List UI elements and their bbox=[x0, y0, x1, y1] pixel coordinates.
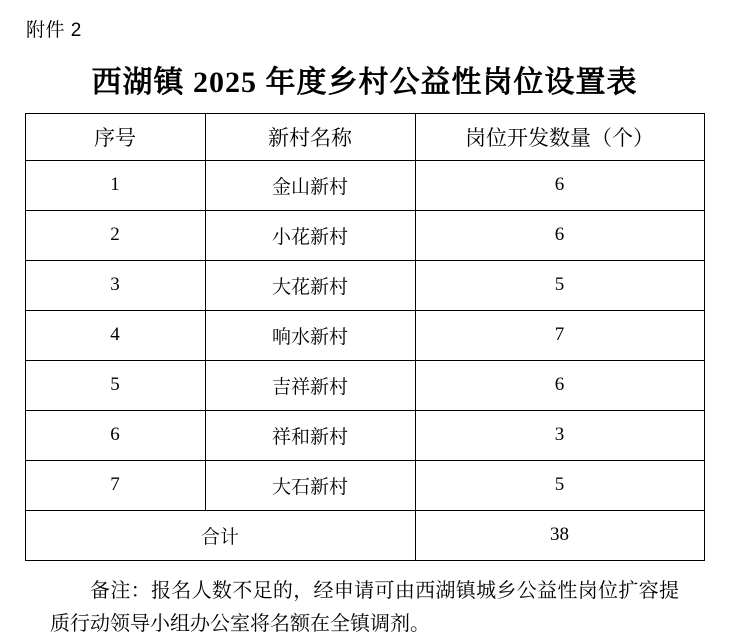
cell-no: 7 bbox=[25, 460, 205, 510]
table-row bbox=[25, 460, 704, 510]
cell-count: 7 bbox=[415, 310, 704, 360]
table-header bbox=[25, 113, 704, 160]
table-header-row bbox=[25, 113, 704, 160]
cell-no: 5 bbox=[25, 360, 205, 410]
table-note: 备注：报名人数不足的，经申请可由西湖镇城乡公益性岗位扩容提质行动领导小组办公室将名额在全镇调剂。 bbox=[50, 579, 679, 635]
cell-village: 祥和新村 bbox=[205, 410, 415, 460]
cell-count: 6 bbox=[415, 160, 704, 210]
column-header-village: 新村名称 bbox=[205, 113, 415, 160]
cell-no: 2 bbox=[25, 210, 205, 260]
cell-count: 3 bbox=[415, 410, 704, 460]
cell-count: 5 bbox=[415, 260, 704, 310]
table-row bbox=[25, 260, 704, 310]
cell-village: 小花新村 bbox=[205, 210, 415, 260]
cell-no: 3 bbox=[25, 260, 205, 310]
jobs-table bbox=[25, 113, 705, 561]
cell-village: 金山新村 bbox=[205, 160, 415, 210]
cell-village: 大石新村 bbox=[205, 460, 415, 510]
table-body bbox=[25, 160, 704, 560]
table-row bbox=[25, 310, 704, 360]
cell-no: 4 bbox=[25, 310, 205, 360]
page-title: 西湖镇 2025 年度乡村公益性岗位设置表 bbox=[91, 65, 638, 99]
column-header-no: 序号 bbox=[25, 113, 205, 160]
table-row bbox=[25, 210, 704, 260]
cell-count: 6 bbox=[415, 360, 704, 410]
table-row bbox=[25, 410, 704, 460]
attachment-label: 附件 2 bbox=[26, 20, 82, 41]
cell-village: 大花新村 bbox=[205, 260, 415, 310]
cell-count: 5 bbox=[415, 460, 704, 510]
cell-total-label: 合计 bbox=[25, 510, 415, 560]
table-row bbox=[25, 360, 704, 410]
table-row bbox=[25, 160, 704, 210]
cell-village: 响水新村 bbox=[205, 310, 415, 360]
table-total-row bbox=[25, 510, 704, 560]
cell-count: 6 bbox=[415, 210, 704, 260]
cell-no: 1 bbox=[25, 160, 205, 210]
cell-total-count: 38 bbox=[415, 510, 704, 560]
cell-village: 吉祥新村 bbox=[205, 360, 415, 410]
column-header-count: 岗位开发数量（个） bbox=[415, 113, 704, 160]
cell-no: 6 bbox=[25, 410, 205, 460]
